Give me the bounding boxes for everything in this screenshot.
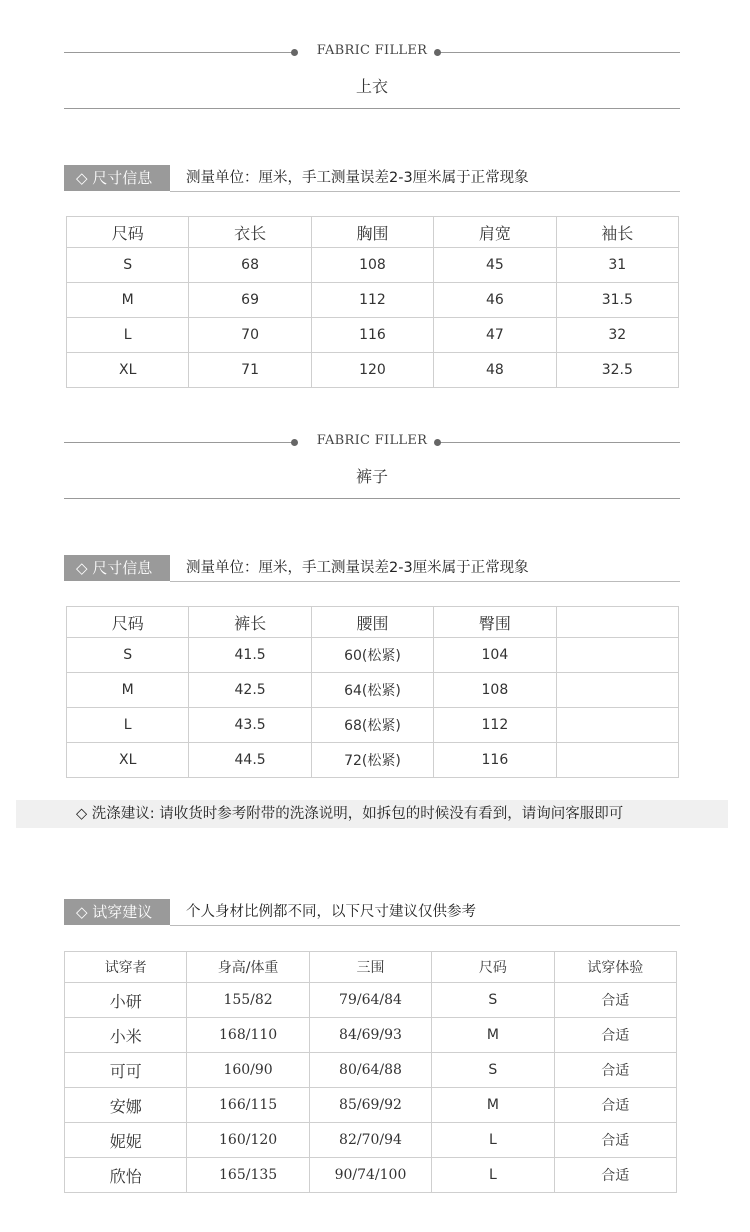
table-cell: 85/69/92 (309, 1088, 431, 1123)
fit-table (64, 951, 677, 1193)
header-cell: 衣长 (189, 217, 311, 248)
header-cell: 尺码 (432, 952, 554, 983)
table-cell: 妮妮 (65, 1123, 187, 1158)
measure-note: 测量单位：厘米，手工测量误差2-3厘米属于正常现象 (186, 170, 529, 186)
table-cell: 欣怡 (65, 1158, 187, 1193)
table-header-row (67, 607, 679, 638)
header-cell: 尺码 (67, 217, 189, 248)
table-cell: 68(松紧) (311, 708, 433, 743)
table-row (65, 1088, 677, 1123)
header-cell: 尺码 (67, 607, 189, 638)
table-cell: 80/64/88 (309, 1053, 431, 1088)
header-cell: 身高/体重 (187, 952, 309, 983)
table-cell: 合适 (554, 1018, 676, 1053)
table-cell: S (432, 1053, 554, 1088)
table-cell: 合适 (554, 1158, 676, 1193)
table-cell: 120 (311, 353, 433, 388)
table-cell: 116 (311, 318, 433, 353)
table-cell: 112 (311, 283, 433, 318)
table-cell: 合适 (554, 1088, 676, 1123)
table-cell: 112 (434, 708, 556, 743)
table-cell: 41.5 (189, 638, 311, 673)
cn-title: 裤子 (355, 467, 388, 486)
table-cell: 108 (311, 248, 433, 283)
table-cell: 31 (556, 248, 678, 283)
table-cell: 32.5 (556, 353, 678, 388)
table-cell: 32 (556, 318, 678, 353)
header-cell: 肩宽 (434, 217, 556, 248)
table-cell: 69 (189, 283, 311, 318)
header-cell: 袖长 (556, 217, 678, 248)
table-row (67, 283, 679, 318)
table-cell: 72(松紧) (311, 743, 433, 778)
table-cell: 84/69/93 (309, 1018, 431, 1053)
table-cell: 47 (434, 318, 556, 353)
table-row (67, 743, 679, 778)
table-cell: S (67, 248, 189, 283)
table-cell: 108 (434, 673, 556, 708)
table-cell: 104 (434, 638, 556, 673)
header-cell: 试穿体验 (554, 952, 676, 983)
table-cell: M (432, 1088, 554, 1123)
table-cell: 79/64/84 (309, 983, 431, 1018)
header-rule (170, 191, 680, 192)
table-cell: XL (67, 743, 189, 778)
top-size-table (66, 216, 679, 388)
table-row (65, 1018, 677, 1053)
table-cell: 155/82 (187, 983, 309, 1018)
table-cell: 48 (434, 353, 556, 388)
size-info-header-pants (64, 555, 680, 581)
table-row (67, 708, 679, 743)
size-info-tag: ◇ 尺寸信息 (64, 165, 170, 191)
header-cell: 三围 (309, 952, 431, 983)
table-cell: L (67, 708, 189, 743)
table-cell (556, 638, 678, 673)
table-cell: 31.5 (556, 283, 678, 318)
header-cell: 裤长 (189, 607, 311, 638)
table-cell: M (67, 673, 189, 708)
measure-note: 测量单位：厘米，手工测量误差2-3厘米属于正常现象 (186, 560, 529, 576)
table-cell: 168/110 (187, 1018, 309, 1053)
table-cell: M (67, 283, 189, 318)
table-cell: S (67, 638, 189, 673)
table-cell: 82/70/94 (309, 1123, 431, 1158)
table-cell: 安娜 (65, 1088, 187, 1123)
table-cell: 116 (434, 743, 556, 778)
table-cell: 70 (189, 318, 311, 353)
table-cell (556, 708, 678, 743)
fit-tag: ◇ 试穿建议 (64, 899, 170, 925)
table-row (67, 638, 679, 673)
table-cell: 71 (189, 353, 311, 388)
table-cell: 68 (189, 248, 311, 283)
table-row (65, 983, 677, 1018)
table-cell: 43.5 (189, 708, 311, 743)
table-cell: 64(松紧) (311, 673, 433, 708)
table-cell: 可可 (65, 1053, 187, 1088)
table-row (65, 1053, 677, 1088)
table-header-row (67, 217, 679, 248)
header-cell (556, 607, 678, 638)
table-cell: 166/115 (187, 1088, 309, 1123)
size-info-header-top (64, 165, 680, 191)
table-row (67, 673, 679, 708)
table-row (65, 1158, 677, 1193)
table-cell: 46 (434, 283, 556, 318)
header-rule (170, 925, 680, 926)
table-cell: L (67, 318, 189, 353)
en-title: FABRIC FILLER (316, 43, 428, 58)
table-cell: 合适 (554, 1053, 676, 1088)
fit-header (64, 899, 680, 925)
header-rule (170, 581, 680, 582)
table-cell: 45 (434, 248, 556, 283)
wash-advice: ◇ 洗涤建议: 请收货时参考附带的洗涤说明，如拆包的时候没有看到，请询问客服即可 (16, 800, 728, 828)
table-cell: L (432, 1158, 554, 1193)
table-cell: 44.5 (189, 743, 311, 778)
table-cell: 小米 (65, 1018, 187, 1053)
table-cell: 42.5 (189, 673, 311, 708)
table-cell (556, 673, 678, 708)
table-cell: M (432, 1018, 554, 1053)
table-cell: XL (67, 353, 189, 388)
header-cell: 试穿者 (65, 952, 187, 983)
header-cell: 臀围 (434, 607, 556, 638)
title-bottom-line (64, 108, 680, 109)
table-cell (556, 743, 678, 778)
table-cell: 合适 (554, 1123, 676, 1158)
title-bottom-line (64, 498, 680, 499)
header-cell: 腰围 (311, 607, 433, 638)
table-row (67, 248, 679, 283)
table-row (67, 353, 679, 388)
table-row (67, 318, 679, 353)
table-cell: 小研 (65, 983, 187, 1018)
table-cell: 165/135 (187, 1158, 309, 1193)
table-row (65, 1123, 677, 1158)
size-info-tag: ◇ 尺寸信息 (64, 555, 170, 581)
pants-size-table (66, 606, 679, 778)
table-cell: 60(松紧) (311, 638, 433, 673)
table-cell: L (432, 1123, 554, 1158)
table-cell: 合适 (554, 983, 676, 1018)
table-cell: S (432, 983, 554, 1018)
table-cell: 90/74/100 (309, 1158, 431, 1193)
fit-note: 个人身材比例都不同，以下尺寸建议仅供参考 (186, 904, 476, 920)
cn-title: 上衣 (355, 77, 388, 96)
table-cell: 160/90 (187, 1053, 309, 1088)
table-cell: 160/120 (187, 1123, 309, 1158)
header-cell: 胸围 (311, 217, 433, 248)
en-title: FABRIC FILLER (316, 433, 428, 448)
table-header-row (65, 952, 677, 983)
